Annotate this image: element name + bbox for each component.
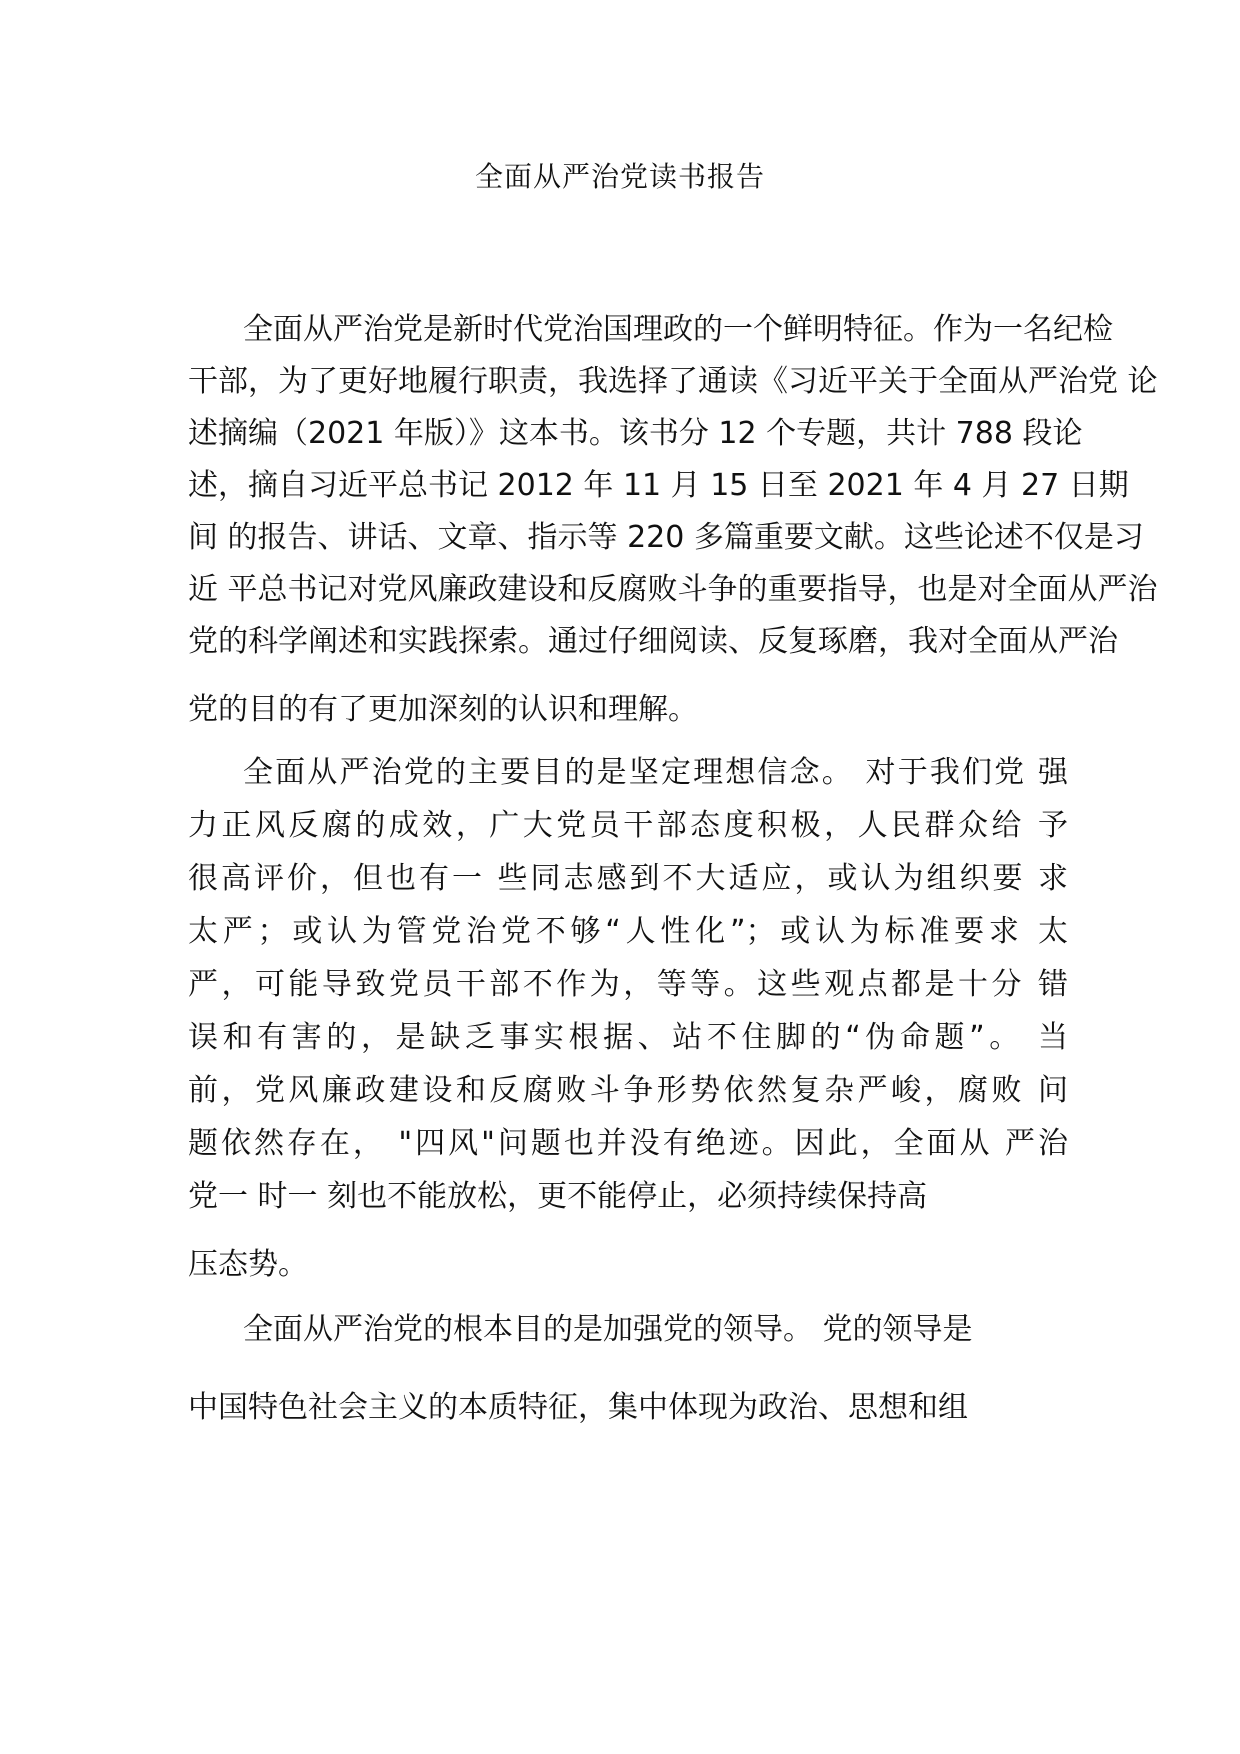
paragraph-1-line-6: 近 平总书记对党风廉政建设和反腐败斗争的重要指导，也是对全面从严治 [188,572,1158,607]
paragraph-1-line-2: 干部，为了更好地履行职责，我选择了通读《习近平关于全面从严治党 论 [188,364,1158,399]
paragraph-1-line-5: 间 的报告、讲话、文章、指示等 220 多篇重要文献。这些论述不仅是习 [188,520,1144,555]
paragraph-2-line-8: 题依然存在， "四风"问题也并没有绝迹。因此，全面从 严治 [188,1126,1068,1161]
paragraph-1-line-4: 述，摘自习近平总书记 2012 年 11 月 15 日至 2021 年 4 月 27 日期 [188,468,1129,503]
paragraph-2-line-7: 前，党风廉政建设和反腐败斗争形势依然复杂严峻，腐败 问 [188,1073,1068,1108]
paragraph-2-line-3: 很高评价，但也有一 些同志感到不大适应，或认为组织要 求 [188,861,1068,896]
paragraph-2-line-6: 误和有害的，是缺乏事实根据、站不住脚的“伪命题”。 当 [188,1020,1068,1055]
paragraph-3-line-1: 全面从严治党的根本目的是加强党的领导。 党的领导是 [243,1312,973,1347]
paragraph-2-line-10: 压态势。 [188,1247,308,1282]
paragraph-2-line-4: 太严；或认为管党治党不够“人性化”；或认为标准要求 太 [188,914,1068,949]
paragraph-1-line-7: 党的科学阐述和实践探索。通过仔细阅读、反复琢磨，我对全面从严治 [188,624,1118,659]
paragraph-2-line-5: 严，可能导致党员干部不作为，等等。这些观点都是十分 错 [188,967,1068,1002]
paragraph-2-line-2: 力正风反腐的成效，广大党员干部态度积极，人民群众给 予 [188,808,1068,843]
paragraph-1-line-3: 述摘编（2021 年版）》这本书。该书分 12 个专题，共计 788 段论 [188,416,1083,451]
paragraph-2-line-9: 党一 时一 刻也不能放松，更不能停止，必须持续保持高 [188,1179,928,1214]
paragraph-1-line-1: 全面从严治党是新时代党治国理政的一个鲜明特征。作为一名纪检 [243,312,1113,347]
page-title: 全面从严治党读书报告 [474,160,765,193]
paragraph-2-line-1: 全面从严治党的主要目的是坚定理想信念。 对于我们党 强 [243,755,1068,790]
paragraph-3-line-2: 中国特色社会主义的本质特征，集中体现为政治、思想和组 [188,1390,968,1425]
paragraph-1-line-8: 党的目的有了更加深刻的认识和理解。 [188,692,698,727]
